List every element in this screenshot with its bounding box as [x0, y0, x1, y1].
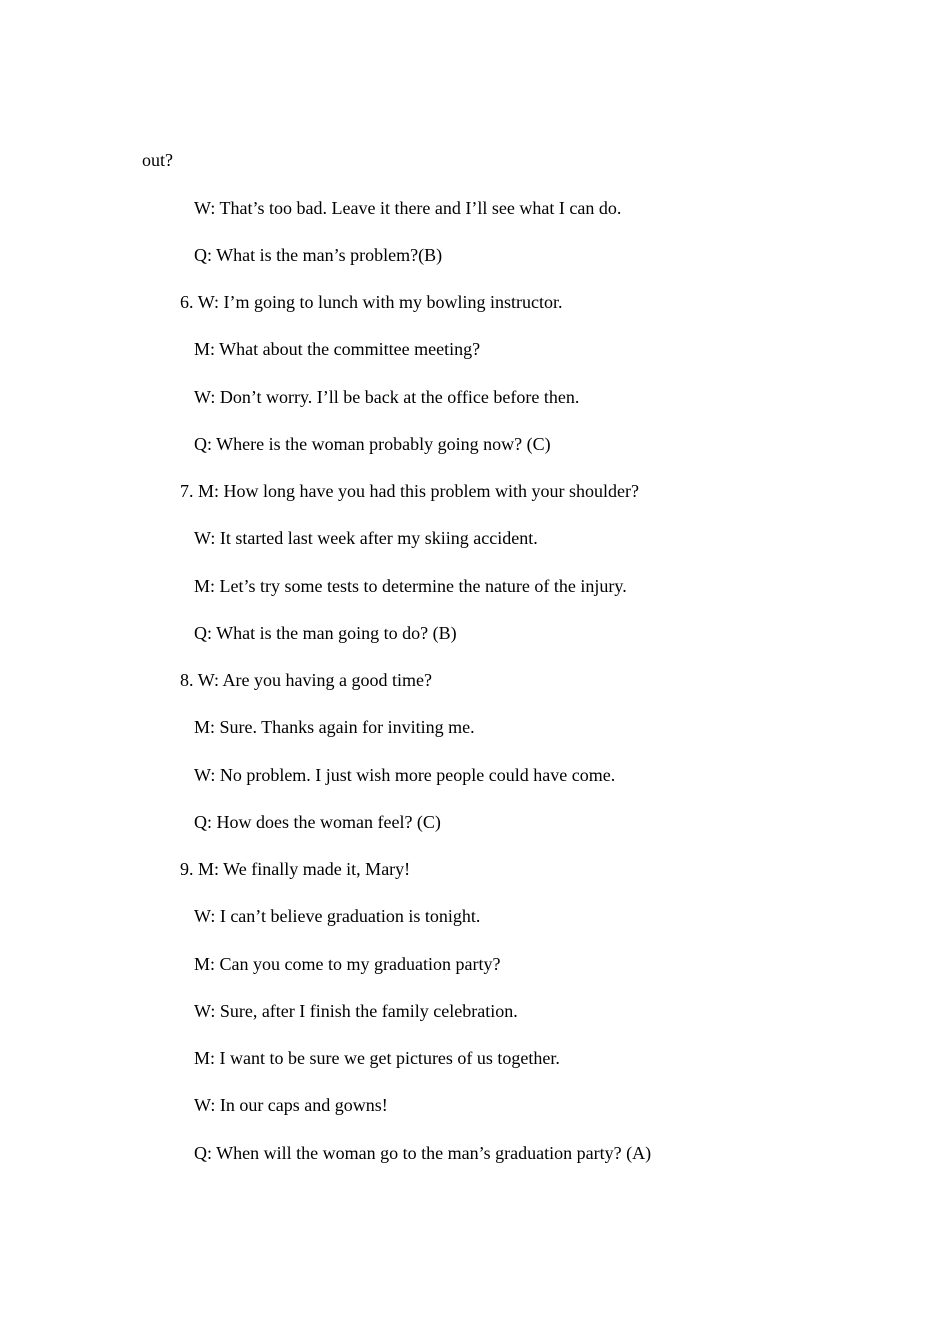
- dialog-line: M: I want to be sure we get pictures of us together.: [194, 1048, 560, 1068]
- dialog-question: Q: What is the man’s problem?(B): [194, 245, 443, 265]
- dialog-line: M: Can you come to my graduation party?: [194, 954, 501, 974]
- dialog-number: 8.: [180, 670, 194, 690]
- dialog-line: W: Are you having a good time?: [197, 670, 432, 690]
- dialog-number: 7.: [180, 481, 194, 501]
- dialog-6-first-line: [180, 291, 563, 313]
- dialog-line: W: I can’t believe graduation is tonight.: [194, 906, 481, 926]
- dialog-line: W: No problem. I just wish more people could have come.: [194, 765, 616, 785]
- dialog-line: W: Don’t worry. I’ll be back at the office before then.: [194, 387, 580, 407]
- dialog-line: M: We finally made it, Mary!: [198, 859, 411, 879]
- dialog-line: W: It started last week after my skiing accident.: [194, 528, 538, 548]
- dialog-number: 6.: [180, 292, 194, 312]
- dialog-line: M: What about the committee meeting?: [194, 339, 481, 359]
- dialog-line: W: I’m going to lunch with my bowling instructor.: [197, 292, 563, 312]
- dialog-question: Q: What is the man going to do? (B): [194, 623, 457, 643]
- dialog-line: W: That’s too bad. Leave it there and I’ll see what I can do.: [194, 198, 622, 218]
- dialog-line: W: In our caps and gowns!: [194, 1095, 388, 1115]
- dialog-line: M: Sure. Thanks again for inviting me.: [194, 717, 475, 737]
- dialog-line: M: Let’s try some tests to determine the nature of the injury.: [194, 576, 627, 596]
- dialog-question: Q: Where is the woman probably going now? (C): [194, 434, 551, 454]
- continuation-text: out?: [142, 150, 173, 170]
- dialog-line: M: How long have you had this problem with your shoulder?: [198, 481, 639, 501]
- dialog-9-first-line: [180, 858, 410, 880]
- dialog-question: Q: How does the woman feel? (C): [194, 812, 441, 832]
- dialog-question: Q: When will the woman go to the man’s graduation party? (A): [194, 1143, 652, 1163]
- dialog-number: 9.: [180, 859, 194, 879]
- dialog-line: W: Sure, after I finish the family celebration.: [194, 1001, 518, 1021]
- dialog-7-first-line: [180, 480, 639, 502]
- dialog-8-first-line: [180, 669, 432, 691]
